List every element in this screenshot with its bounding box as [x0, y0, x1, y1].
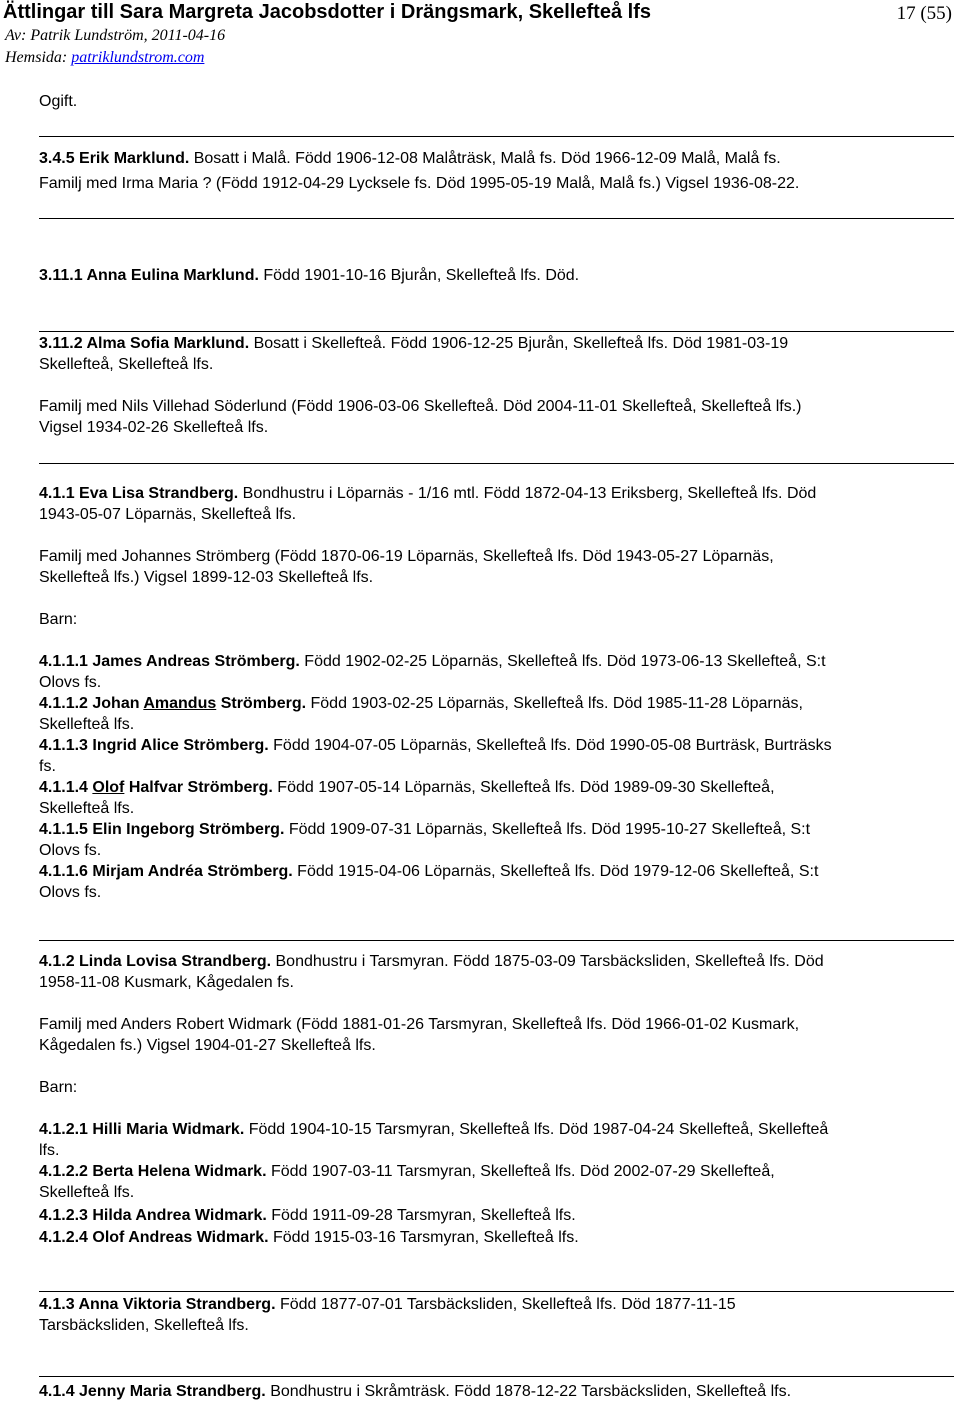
child-heading-part: 4.1.1.2 Johan — [39, 695, 144, 712]
children-label: Barn: — [39, 611, 78, 628]
website-label: Hemsida: — [5, 49, 72, 66]
child-entry — [39, 735, 832, 756]
entry-4-1-4 — [39, 1381, 791, 1402]
child-entry — [39, 1119, 828, 1140]
child-entry — [39, 1227, 579, 1248]
child-text: Född 1907-05-14 Löparnäs, Skellefteå lfs. Död 1989-09-30 Skellefteå, — [272, 779, 775, 796]
entry-4-1-3 — [39, 1294, 736, 1315]
entry-heading: 3.11.1 Anna Eulina Marklund. — [39, 267, 259, 284]
ogift-text: Ogift. — [39, 93, 78, 110]
family-line-cont: Skellefteå lfs.) Vigsel 1899-12-03 Skellefteå lfs. — [39, 569, 374, 586]
entry-heading: 3.11.2 Alma Sofia Marklund. — [39, 335, 250, 352]
entry-text-cont: Tarsbäcksliden, Skellefteå lfs. — [39, 1317, 249, 1334]
family-line: Familj med Irma Maria ? (Född 1912-04-29 Lycksele fs. Död 1995-05-19 Malå, Malå fs.) Vigsel 1936-08-22. — [39, 175, 800, 192]
child-heading: 4.1.1.3 Ingrid Alice Strömberg. — [39, 737, 269, 754]
child-heading: 4.1.2.3 Hilda Andrea Widmark. — [39, 1207, 267, 1224]
child-heading-part: 4.1.1.4 — [39, 779, 93, 796]
child-heading: 4.1.2.1 Hilli Maria Widmark. — [39, 1121, 245, 1138]
entry-heading: 4.1.3 Anna Viktoria Strandberg. — [39, 1296, 276, 1313]
entry-text: Bosatt i Malå. Född 1906-12-08 Malåträsk, Malå fs. Död 1966-12-09 Malå, Malå fs. — [189, 150, 781, 167]
entry-3-4-5 — [39, 148, 781, 169]
child-heading-underlined: Olof — [92, 779, 125, 796]
child-text: Född 1904-10-15 Tarsmyran, Skellefteå lfs. Död 1987-04-24 Skellefteå, Skellefteå — [244, 1121, 829, 1138]
child-text-cont: Olovs fs. — [39, 842, 102, 859]
child-heading-part: Halfvar Strömberg. — [124, 779, 273, 796]
entry-text: Född 1901-10-16 Bjurån, Skellefteå lfs. Död. — [258, 267, 580, 284]
section-divider — [39, 218, 954, 219]
child-entry — [39, 819, 810, 840]
author-line: Av: Patrik Lundström, 2011-04-16 — [5, 27, 226, 44]
entry-text: Född 1877-07-01 Tarsbäcksliden, Skellefteå lfs. Död 1877-11-15 — [275, 1296, 736, 1313]
section-divider — [39, 331, 954, 332]
entry-heading: 3.4.5 Erik Marklund. — [39, 150, 190, 167]
children-label: Barn: — [39, 1079, 78, 1096]
entry-heading: 4.1.2 Linda Lovisa Strandberg. — [39, 953, 272, 970]
section-divider — [39, 463, 954, 464]
child-text-cont: Skellefteå lfs. — [39, 716, 135, 733]
section-divider — [39, 136, 954, 137]
child-text: Född 1903-02-25 Löparnäs, Skellefteå lfs. Död 1985-11-28 Löparnäs, — [306, 695, 803, 712]
child-text-cont: Skellefteå lfs. — [39, 1184, 135, 1201]
child-text-cont: fs. — [39, 758, 56, 775]
entry-text: Bondhustru i Skråmträsk. Född 1878-12-22 Tarsbäcksliden, Skellefteå lfs. — [265, 1383, 792, 1400]
child-text: Född 1902-02-25 Löparnäs, Skellefteå lfs. Död 1973-06-13 Skellefteå, S:t — [299, 653, 826, 670]
child-text: Född 1915-04-06 Löparnäs, Skellefteå lfs. Död 1979-12-06 Skellefteå, S:t — [292, 863, 819, 880]
entry-3-11-2 — [39, 333, 788, 354]
child-text-cont: Skellefteå lfs. — [39, 800, 135, 817]
entry-4-1-1 — [39, 483, 816, 504]
child-heading — [39, 779, 273, 796]
child-heading: 4.1.2.4 Olof Andreas Widmark. — [39, 1229, 269, 1246]
child-heading — [39, 695, 306, 712]
child-heading-part: Strömberg. — [216, 695, 307, 712]
section-divider — [39, 1376, 954, 1377]
child-entry — [39, 777, 775, 798]
family-line: Familj med Nils Villehad Söderlund (Född 1906-03-06 Skellefteå. Död 2004-11-01 Skellefteå, Skellefteå lfs.) — [39, 398, 802, 415]
section-divider — [39, 1291, 954, 1292]
child-text-cont: Olovs fs. — [39, 884, 102, 901]
child-text-cont: Olovs fs. — [39, 674, 102, 691]
family-line-cont: Kågedalen fs.) Vigsel 1904-01-27 Skellefteå lfs. — [39, 1037, 376, 1054]
family-line: Familj med Johannes Strömberg (Född 1870-06-19 Löparnäs, Skellefteå lfs. Död 1943-05-27 Löparnäs, — [39, 548, 774, 565]
child-entry — [39, 651, 826, 672]
child-entry — [39, 693, 803, 714]
entry-text-cont: 1943-05-07 Löparnäs, Skellefteå lfs. — [39, 506, 297, 523]
child-text: Född 1911-09-28 Tarsmyran, Skellefteå lfs. — [266, 1207, 576, 1224]
family-line: Familj med Anders Robert Widmark (Född 1881-01-26 Tarsmyran, Skellefteå lfs. Död 1966-01-02 Kusmark, — [39, 1016, 800, 1033]
child-entry — [39, 1205, 576, 1226]
child-heading-underlined: Amandus — [143, 695, 217, 712]
document-title: Ättlingar till Sara Margreta Jacobsdotter i Drängsmark, Skellefteå lfs — [3, 1, 651, 23]
entry-text: Bosatt i Skellefteå. Född 1906-12-25 Bjurån, Skellefteå lfs. Död 1981-03-19 — [249, 335, 789, 352]
child-text: Född 1907-03-11 Tarsmyran, Skellefteå lfs. Död 2002-07-29 Skellefteå, — [266, 1163, 775, 1180]
child-text: Född 1904-07-05 Löparnäs, Skellefteå lfs. Död 1990-05-08 Burträsk, Burträsks — [268, 737, 832, 754]
entry-text-cont: Skellefteå, Skellefteå lfs. — [39, 356, 214, 373]
entry-3-11-1 — [39, 265, 579, 286]
entry-4-1-2 — [39, 951, 824, 972]
child-heading: 4.1.1.1 James Andreas Strömberg. — [39, 653, 300, 670]
child-text-cont: lfs. — [39, 1142, 60, 1159]
child-heading: 4.1.1.5 Elin Ingeborg Strömberg. — [39, 821, 285, 838]
page-number: 17 (55) — [896, 3, 952, 24]
child-heading: 4.1.1.6 Mirjam Andréa Strömberg. — [39, 863, 293, 880]
entry-text-cont: 1958-11-08 Kusmark, Kågedalen fs. — [39, 974, 294, 991]
entry-heading: 4.1.1 Eva Lisa Strandberg. — [39, 485, 239, 502]
child-text: Född 1915-03-16 Tarsmyran, Skellefteå lfs. — [268, 1229, 579, 1246]
family-line-cont: Vigsel 1934-02-26 Skellefteå lfs. — [39, 419, 269, 436]
website-link[interactable]: patriklundstrom.com — [71, 49, 205, 66]
child-text: Född 1909-07-31 Löparnäs, Skellefteå lfs. Död 1995-10-27 Skellefteå, S:t — [284, 821, 811, 838]
entry-heading: 4.1.4 Jenny Maria Strandberg. — [39, 1383, 266, 1400]
child-entry — [39, 861, 818, 882]
section-divider — [39, 940, 954, 941]
entry-text: Bondhustru i Löparnäs - 1/16 mtl. Född 1872-04-13 Eriksberg, Skellefteå lfs. Död — [238, 485, 817, 502]
child-entry — [39, 1161, 775, 1182]
entry-text: Bondhustru i Tarsmyran. Född 1875-03-09 Tarsbäcksliden, Skellefteå lfs. Död — [271, 953, 824, 970]
child-heading: 4.1.2.2 Berta Helena Widmark. — [39, 1163, 267, 1180]
